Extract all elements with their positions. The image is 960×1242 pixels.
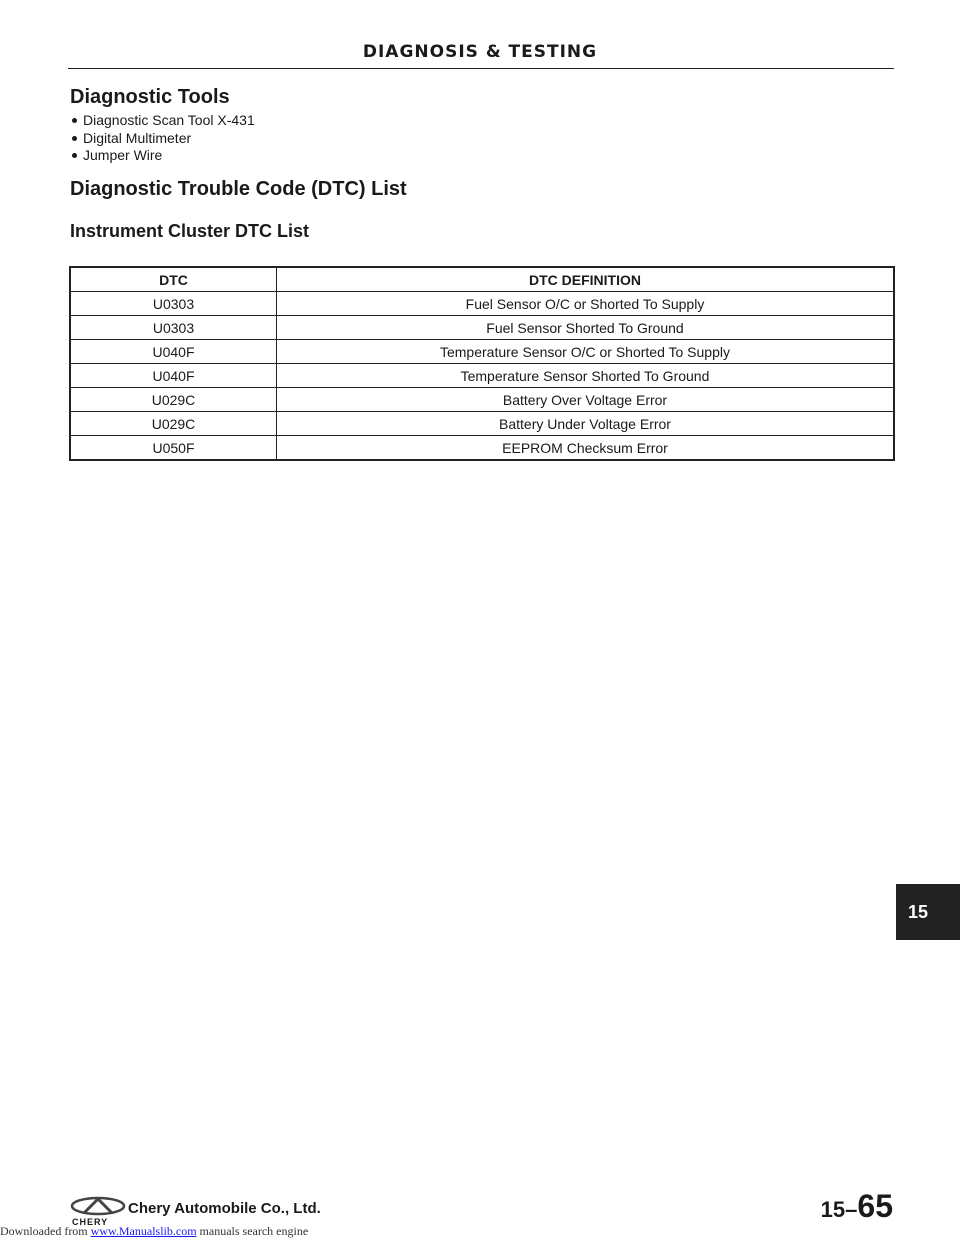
- download-prefix: Downloaded from: [0, 1224, 91, 1238]
- diagnostic-tools-list: [70, 112, 255, 165]
- dtc-definition-cell: Battery Over Voltage Error: [277, 388, 895, 412]
- dtc-table: [69, 266, 895, 461]
- table-row: [70, 388, 894, 412]
- table-row: [70, 316, 894, 340]
- column-header-definition: DTC DEFINITION: [277, 267, 895, 292]
- dtc-definition-cell: Fuel Sensor O/C or Shorted To Supply: [277, 292, 895, 316]
- tool-label: Diagnostic Scan Tool X-431: [83, 112, 255, 128]
- dtc-code-cell: U0303: [70, 316, 277, 340]
- dtc-code-cell: U040F: [70, 364, 277, 388]
- bullet-icon: [72, 153, 77, 158]
- manualslib-link[interactable]: www.Manualslib.com: [90, 1224, 197, 1238]
- table-header-row: [70, 267, 894, 292]
- dtc-code-cell: U050F: [70, 436, 277, 461]
- list-item: [70, 130, 255, 148]
- diagnostic-tools-heading: Diagnostic Tools: [70, 86, 230, 108]
- dtc-definition-cell: Battery Under Voltage Error: [277, 412, 895, 436]
- list-item: [70, 112, 255, 130]
- table-row: [70, 292, 894, 316]
- section-header-title: DIAGNOSIS & TESTING: [362, 42, 598, 62]
- chapter-tab: 15: [896, 884, 960, 940]
- dtc-definition-cell: EEPROM Checksum Error: [277, 436, 895, 461]
- column-header-dtc: DTC: [70, 267, 277, 292]
- page-chapter: 15: [820, 1197, 846, 1222]
- header-rule: [68, 68, 894, 69]
- page-number-value: 65: [857, 1188, 893, 1224]
- tool-label: Jumper Wire: [83, 147, 163, 163]
- download-suffix: manuals search engine: [196, 1224, 309, 1238]
- bullet-icon: [72, 118, 77, 123]
- dtc-definition-cell: Temperature Sensor Shorted To Ground: [277, 364, 895, 388]
- table-row: [70, 364, 894, 388]
- dtc-list-heading: Diagnostic Trouble Code (DTC) List: [70, 178, 407, 200]
- dtc-definition-cell: Fuel Sensor Shorted To Ground: [277, 316, 895, 340]
- instrument-cluster-subheading: Instrument Cluster DTC List: [70, 221, 310, 241]
- list-item: [70, 147, 255, 165]
- dtc-code-cell: U029C: [70, 388, 277, 412]
- chery-emblem-icon: [70, 1196, 126, 1218]
- dtc-code-cell: U040F: [70, 340, 277, 364]
- download-note: [0, 1224, 308, 1239]
- table-row: [70, 340, 894, 364]
- dtc-code-cell: U0303: [70, 292, 277, 316]
- tool-label: Digital Multimeter: [83, 129, 192, 146]
- bullet-icon: [72, 136, 77, 141]
- dtc-code-cell: U029C: [70, 412, 277, 436]
- table-row: [70, 436, 894, 461]
- table-row: [70, 412, 894, 436]
- company-name: Chery Automobile Co., Ltd.: [128, 1200, 321, 1217]
- dtc-definition-cell: Temperature Sensor O/C or Shorted To Supply: [277, 340, 895, 364]
- logo-wordmark: CHERY: [72, 1217, 109, 1227]
- page-number: [821, 1188, 893, 1225]
- page-dash: –: [845, 1197, 858, 1222]
